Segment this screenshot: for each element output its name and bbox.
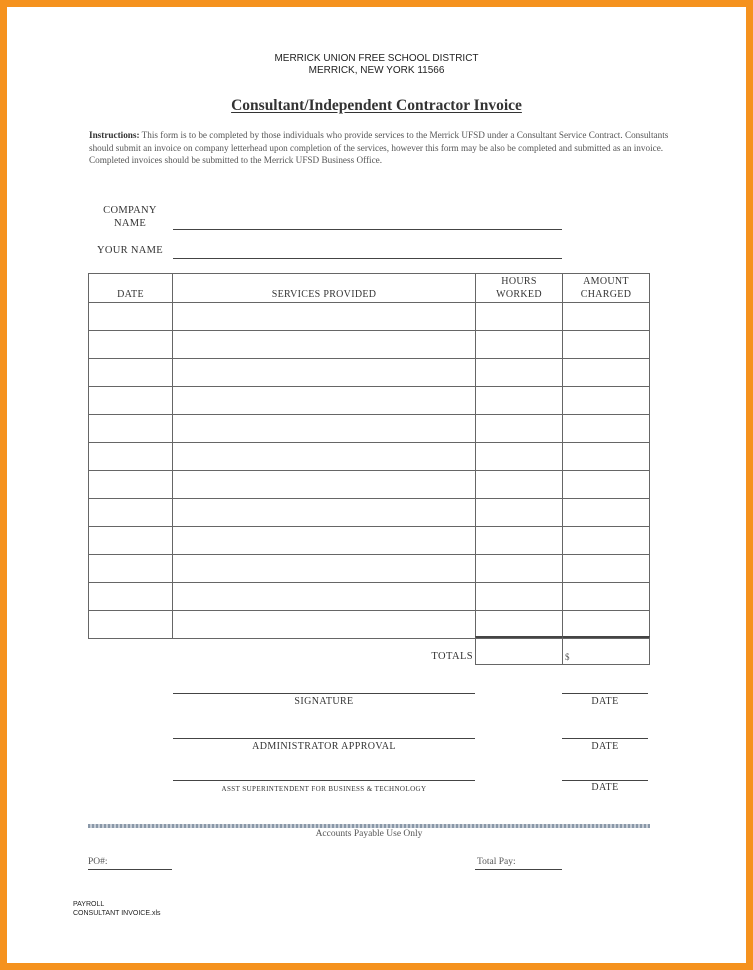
signature-date-label: DATE: [591, 696, 619, 707]
asst-superintendent-line[interactable]: [173, 780, 475, 781]
cell-hours[interactable]: [476, 415, 563, 443]
table-row: [89, 415, 650, 443]
cell-date[interactable]: [89, 303, 173, 331]
footer-payroll: PAYROLL: [73, 901, 105, 908]
table-row: [89, 499, 650, 527]
cell-hours[interactable]: [476, 471, 563, 499]
col-amount: [563, 274, 650, 303]
cell-amount[interactable]: [563, 331, 650, 359]
accounts-payable-label: Accounts Payable Use Only: [315, 829, 423, 839]
cell-amount[interactable]: [563, 303, 650, 331]
footer-filename: CONSULTANT INVOICE.xls: [73, 910, 161, 917]
cell-date[interactable]: [89, 555, 173, 583]
admin-approval-label: ADMINISTRATOR APPROVAL: [252, 741, 396, 752]
col-services: SERVICES PROVIDED: [173, 274, 476, 303]
cell-hours[interactable]: [476, 583, 563, 611]
cell-hours[interactable]: [476, 387, 563, 415]
cell-date[interactable]: [89, 471, 173, 499]
cell-services[interactable]: [173, 443, 476, 471]
district-address: MERRICK, NEW YORK 11566: [308, 65, 445, 76]
table-row: [89, 527, 650, 555]
company-name-label-line1: COMPANY: [103, 205, 157, 216]
instructions: [89, 129, 669, 167]
cell-amount[interactable]: [563, 499, 650, 527]
your-name-label: YOUR NAME: [97, 245, 163, 256]
po-field[interactable]: [88, 869, 172, 870]
table-row: [89, 443, 650, 471]
cell-amount[interactable]: [563, 443, 650, 471]
table-row: [89, 387, 650, 415]
cell-services[interactable]: [173, 611, 476, 639]
instructions-text: This form is to be completed by those individuals who provide services to the Merrick UFSD under a Consultant Service Contract. Consultants should submit an invoice on company letterhead upon completion of the services, however this form may be also be completed and submitted as an invoice. Completed invoices should be submitted to the Merrick UFSD Business Office.: [89, 130, 669, 165]
totals-label: TOTALS: [431, 651, 473, 662]
admin-date-label: DATE: [591, 741, 619, 752]
col-amount-line1: AMOUNT: [583, 276, 629, 287]
admin-approval-line[interactable]: [173, 738, 475, 739]
cell-services[interactable]: [173, 583, 476, 611]
cell-date[interactable]: [89, 611, 173, 639]
instructions-label: Instructions:: [89, 130, 140, 140]
table-row: [89, 331, 650, 359]
cell-hours[interactable]: [476, 443, 563, 471]
cell-hours[interactable]: [476, 359, 563, 387]
cell-hours[interactable]: [476, 303, 563, 331]
cell-amount[interactable]: [563, 359, 650, 387]
table-row: [89, 303, 650, 331]
cell-date[interactable]: [89, 359, 173, 387]
page-title: Consultant/Independent Contractor Invoice: [231, 97, 522, 114]
col-hours-line1: HOURS: [501, 276, 537, 287]
col-date: DATE: [89, 274, 173, 303]
asst-date-label: DATE: [591, 782, 619, 793]
signature-line[interactable]: [173, 693, 475, 694]
total-pay-field[interactable]: [475, 869, 562, 870]
cell-amount[interactable]: [563, 583, 650, 611]
asst-date-line[interactable]: [562, 780, 648, 781]
cell-services[interactable]: [173, 555, 476, 583]
cell-services[interactable]: [173, 499, 476, 527]
cell-amount[interactable]: [563, 611, 650, 639]
cell-services[interactable]: [173, 387, 476, 415]
col-amount-line2: CHARGED: [580, 289, 632, 300]
col-hours-line2: WORKED: [496, 289, 542, 300]
cell-hours[interactable]: [476, 611, 563, 639]
table-row: [89, 359, 650, 387]
table-row: [89, 471, 650, 499]
cell-services[interactable]: [173, 471, 476, 499]
cell-amount[interactable]: [563, 527, 650, 555]
district-name: MERRICK UNION FREE SCHOOL DISTRICT: [274, 53, 479, 64]
signature-date-line[interactable]: [562, 693, 648, 694]
cell-services[interactable]: [173, 303, 476, 331]
company-name-label: [87, 204, 173, 230]
cell-hours[interactable]: [476, 499, 563, 527]
table-row: [89, 555, 650, 583]
total-hours-box[interactable]: [475, 636, 563, 665]
total-amount-box[interactable]: [562, 636, 650, 665]
cell-date[interactable]: [89, 415, 173, 443]
cell-hours[interactable]: [476, 331, 563, 359]
asst-superintendent-label: ASST SUPERINTENDENT FOR BUSINESS & TECHNOLOGY: [221, 785, 427, 793]
col-hours: [476, 274, 563, 303]
your-name-field[interactable]: [173, 258, 562, 259]
cell-date[interactable]: [89, 331, 173, 359]
signature-label: SIGNATURE: [294, 696, 354, 707]
cell-amount[interactable]: [563, 415, 650, 443]
cell-services[interactable]: [173, 527, 476, 555]
cell-date[interactable]: [89, 443, 173, 471]
cell-amount[interactable]: [563, 555, 650, 583]
total-pay-label: Total Pay:: [477, 857, 516, 867]
currency-symbol: $: [565, 652, 570, 662]
table-row: [89, 611, 650, 639]
services-table: [88, 273, 650, 639]
po-label: PO#:: [88, 857, 108, 867]
cell-amount[interactable]: [563, 387, 650, 415]
table-row: [89, 583, 650, 611]
cell-date[interactable]: [89, 527, 173, 555]
admin-date-line[interactable]: [562, 738, 648, 739]
cell-hours[interactable]: [476, 527, 563, 555]
table-header-row: [89, 274, 650, 303]
cell-hours[interactable]: [476, 555, 563, 583]
cell-date[interactable]: [89, 499, 173, 527]
cell-date[interactable]: [89, 583, 173, 611]
cell-services[interactable]: [173, 359, 476, 387]
accounts-payable-divider: [88, 824, 650, 828]
cell-amount[interactable]: [563, 471, 650, 499]
cell-services[interactable]: [173, 415, 476, 443]
cell-services[interactable]: [173, 331, 476, 359]
company-name-field[interactable]: [173, 229, 562, 230]
company-name-label-line2: NAME: [113, 218, 147, 229]
cell-date[interactable]: [89, 387, 173, 415]
